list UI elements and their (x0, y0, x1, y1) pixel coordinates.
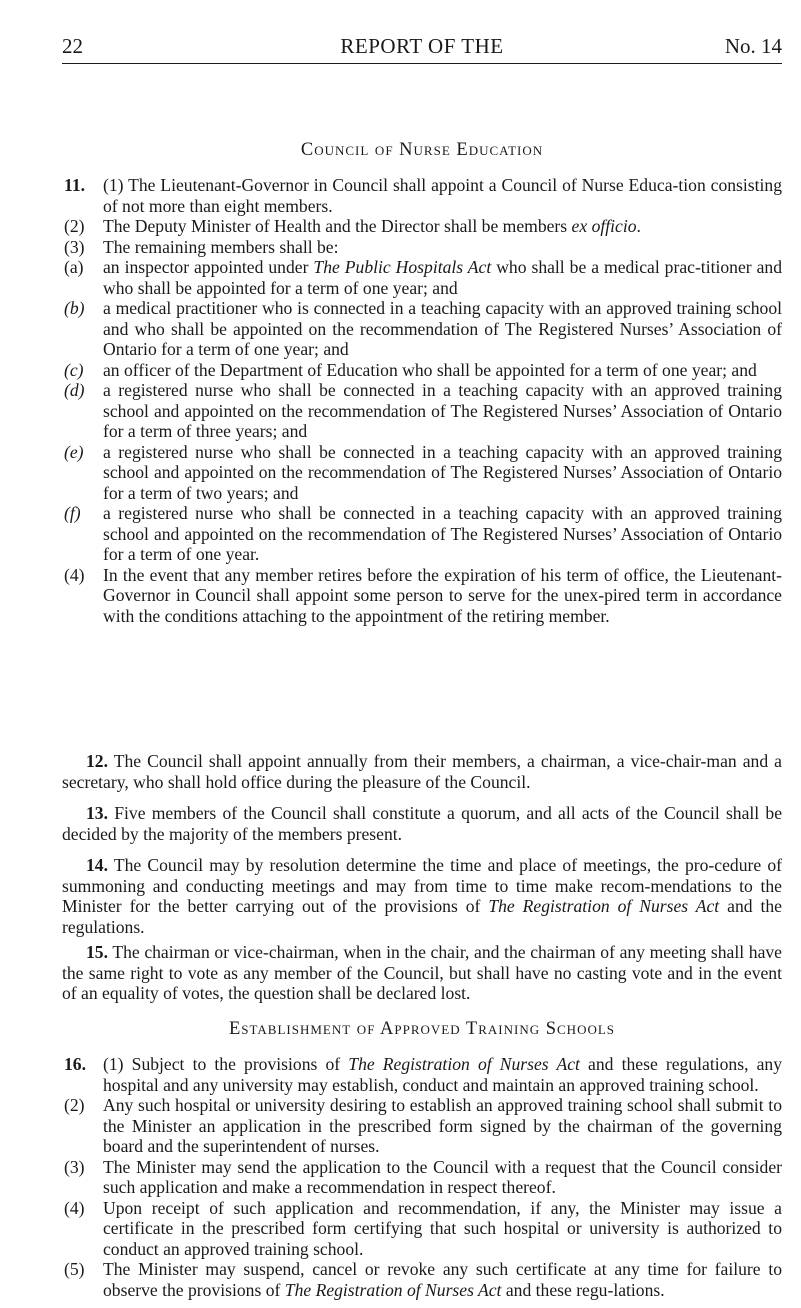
section-11-item-4: (4) In the event that any member retires before the expiration of his term of office, the Lieutenant-Governor in Council shall appoint some person to serve for the unex-pired term in accordance with the conditions attaching to the appointment of the retiring member. (64, 564, 782, 626)
section-16-item-3: (3) The Minister may send the application to the Council with a request that the Council consider such application and make a recommendation in respect thereof. (64, 1156, 782, 1197)
running-title: REPORT OF THE (340, 34, 504, 58)
section-14: 14. The Council may by resolution determine the time and place of meetings, the pro-cedure of summoning and conducting meetings and may from time to time make recom-mendations to the Minister for the better carrying out of the provisions of The Registration of Nurses Act and the regulations. (62, 855, 782, 937)
section-number: 11. (64, 175, 86, 195)
section-11-item-2: (2) The Deputy Minister of Health and the Director shall be members ex officio. (64, 216, 641, 236)
section-13: 13. Five members of the Council shall constitute a quorum, and all acts of the Council shall be decided by the majority of the members present. (62, 803, 782, 844)
section-16 (62, 1054, 782, 1300)
section-16-item-1: 16. (1) Subject to the provisions of The Registration of Nurses Act and these regulations, any hospital and any university may establish, conduct and maintain an approved training school. (64, 1054, 783, 1095)
page-number: 22 (62, 34, 83, 58)
section-11-item-e: (e) a registered nurse who shall be connected in a teaching capacity with an approved training school and appointed on the recommendation of The Registered Nurses’ Association of Ontario for a term of two years; and (64, 441, 782, 503)
heading-council: Council of Nurse Education (300, 140, 544, 160)
section-11-item-3: (3) The remaining members shall be: (64, 236, 339, 257)
section-11 (62, 175, 782, 626)
section-16-item-2: (2) Any such hospital or university desiring to establish an approved training school shall submit to the Minister an application in the prescribed form signed by the chairman of the governing board and the superintendent of nurses. (64, 1095, 782, 1156)
heading-establishment: Establishment of Approved Training Schools (228, 1019, 616, 1039)
header-rule (62, 63, 782, 64)
section-number: 16. (64, 1054, 86, 1074)
section-11-item-d: (d) a registered nurse who shall be connected in a teaching capacity with an approved training school and appointed on the recommendation of The Registered Nurses’ Association of Ontario for a term of three years; and (64, 380, 782, 441)
section-16-item-4: (4) Upon receipt of such application and recommendation, if any, the Minister may issue a certificate in the prescribed form certifying that such hospital or university is authorized to conduct an approved training school. (64, 1197, 782, 1259)
section-11-item-f: (f) a registered nurse who shall be connected in a teaching capacity with an approved training school and appointed on the recommendation of The Registered Nurses’ Association of Ontario for a term of one year. (64, 503, 782, 564)
section-15: 15. The chairman or vice-chairman, when in the chair, and the chairman of any meeting shall have the same right to vote as any member of the Council, but shall have no casting vote and in the event of an equality of votes, the question shall be declared lost. (62, 942, 782, 1003)
section-11-item-a: (a) an inspector appointed under The Public Hospitals Act who shall be a medical prac-titioner and who shall be appointed for a term of one year; and (64, 257, 782, 298)
section-11-item-1: 11. (1) The Lieutenant-Governor in Council shall appoint a Council of Nurse Educa-tion consisting of not more than eight members. (64, 175, 782, 216)
section-12: 12. The Council shall appoint annually from their members, a chairman, a vice-chair-man and a secretary, who shall hold office during the pleasure of the Council. (62, 751, 782, 792)
section-16-item-5: (5) The Minister may suspend, cancel or revoke any such certificate at any time for failure to observe the provisions of The Registration of Nurses Act and these regu-lations. (64, 1259, 782, 1300)
section-11-item-c: (c) an officer of the Department of Education who shall be appointed for a term of one year; and (64, 359, 757, 380)
section-11-item-b: (b) a medical practitioner who is connected in a teaching capacity with an approved training school and who shall be appointed on the recommendation of The Registered Nurses’ Association of Ontario for a term of one year; and (64, 298, 782, 359)
issue-number: No. 14 (724, 34, 782, 58)
running-header (62, 34, 782, 58)
